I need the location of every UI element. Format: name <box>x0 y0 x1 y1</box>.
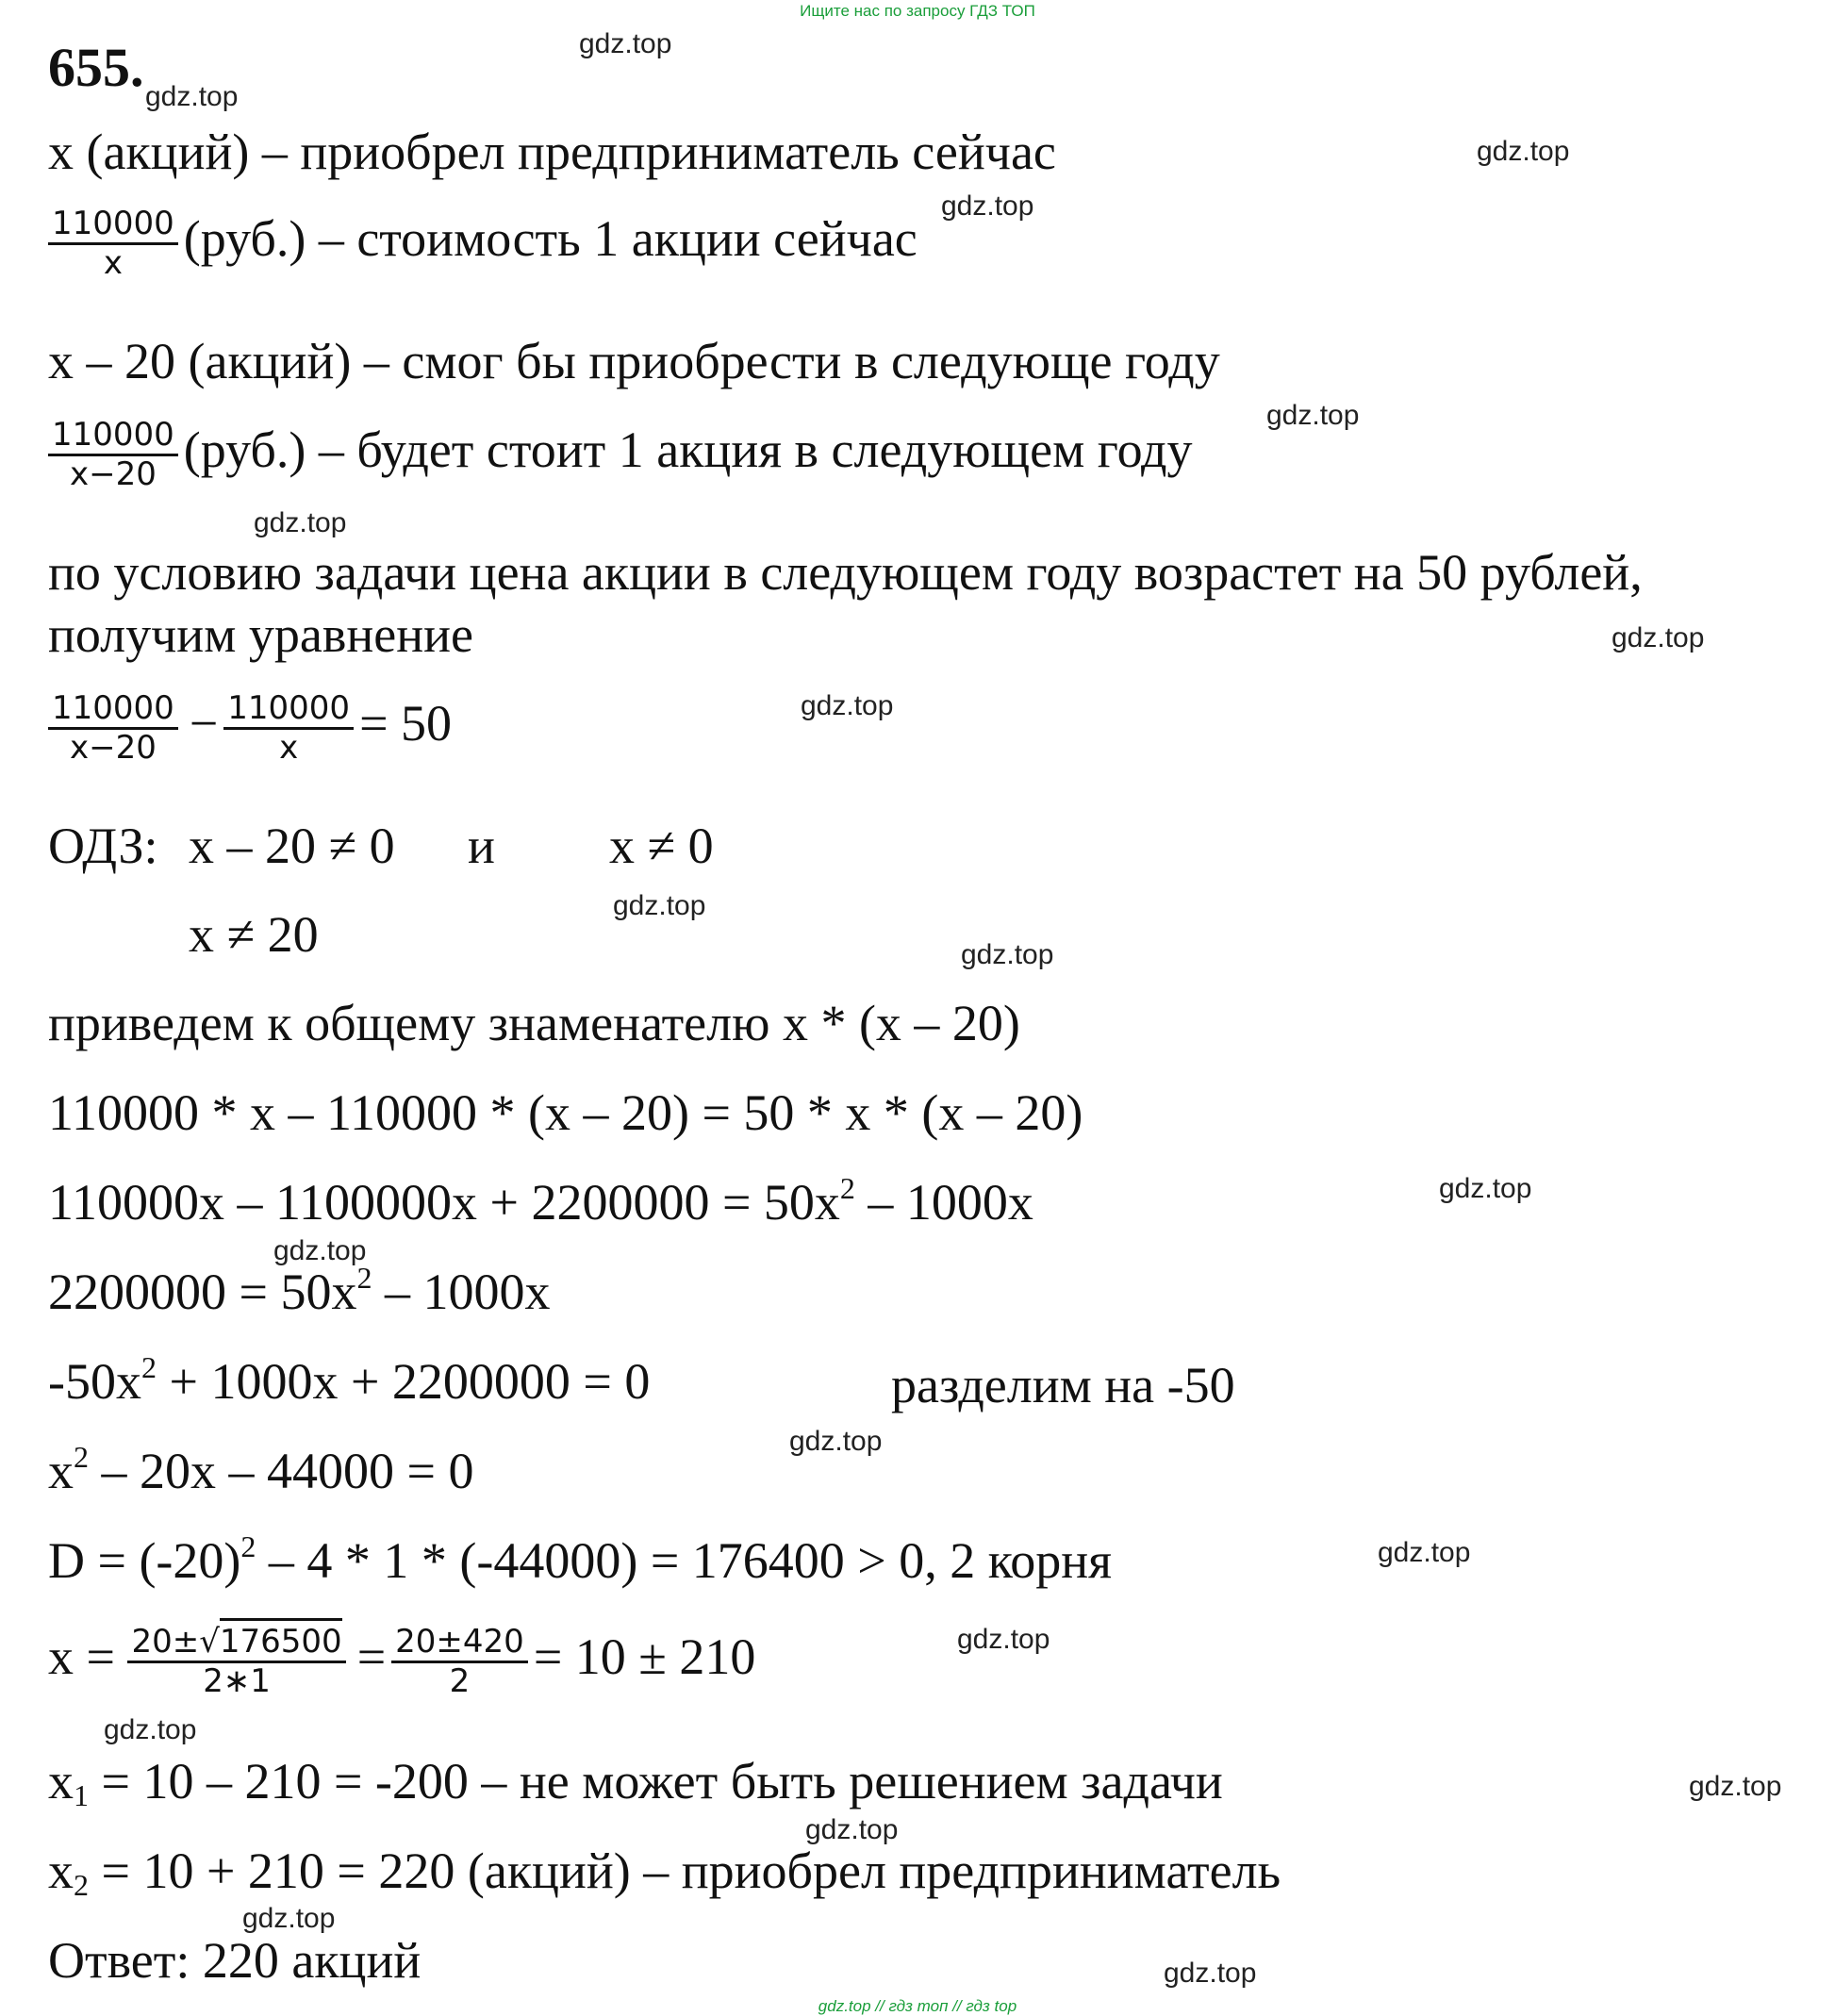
line-8: 110000 * x – 110000 * (x – 20) = 50 * x * (x – 20) <box>48 1084 1083 1141</box>
watermark: gdz.top <box>1378 1537 1471 1568</box>
watermark: gdz.top <box>789 1426 883 1457</box>
watermark: gdz.top <box>1689 1771 1782 1802</box>
line-7: приведем к общему знаменателю x * (x – 20) <box>48 995 1020 1051</box>
watermark: gdz.top <box>145 81 239 112</box>
root-2: $x_2 = 10 + 210 = 220$ (акций) – приобрел предприниматель <box>48 1842 1281 1902</box>
root-1: $x_1 = 10 - 210 = -200$ – не может быть решением задачи <box>48 1753 1223 1812</box>
equation: $\frac{110000}{x-20}$ − $\frac{110000}{x}$ = 50 <box>48 690 452 767</box>
watermark: gdz.top <box>254 507 347 538</box>
watermark: gdz.top <box>273 1235 367 1266</box>
line-9: $110000x - 1100000x + 2200000 = 50x^2 - 1000x$ <box>48 1171 1033 1231</box>
watermark: gdz.top <box>1477 136 1570 167</box>
watermark: gdz.top <box>1266 400 1360 431</box>
line-10: $2200000 = 50x^2 - 1000x$ <box>48 1261 551 1320</box>
fraction-price-next: $\frac{110000}{x-20}$ <box>48 417 178 493</box>
watermark: gdz.top <box>104 1714 197 1745</box>
watermark: gdz.top <box>1612 622 1705 653</box>
discriminant: $D = (-20)^2 - 4 * 1 * (-44000) = 176400 > 0$, 2 корня <box>48 1529 1112 1589</box>
odz-condition-1: x – 20 ≠ 0 <box>189 818 395 874</box>
odz-condition-2: x ≠ 0 <box>609 818 714 874</box>
line-11: $-50x^2 + 1000x + 2200000 = 0$ <box>48 1350 651 1410</box>
watermark: gdz.top <box>579 28 672 59</box>
watermark: gdz.top <box>613 890 706 921</box>
line-3: x – 20 (акций) – смог бы приобрести в следующе году <box>48 333 1220 389</box>
search-hint[interactable]: Ищите нас по запросу ГДЗ ТОП <box>800 2 1035 20</box>
line-6: получим уравнение <box>48 606 473 663</box>
line-12: $x^2 - 20x - 44000 = 0$ <box>48 1440 474 1499</box>
watermark: gdz.top <box>957 1624 1050 1655</box>
watermark: gdz.top <box>242 1903 336 1934</box>
line-1: x (акций) – приобрел предприниматель сейчас <box>48 124 1056 180</box>
line-2: $\frac{110000}{x}$ (руб.) – стоимость 1 акции сейчас <box>48 206 918 282</box>
odz-label: ОДЗ: <box>48 818 158 874</box>
watermark: gdz.top <box>1439 1173 1532 1204</box>
watermark: gdz.top <box>801 690 894 721</box>
fraction-price-now: $\frac{110000}{x}$ <box>48 206 178 282</box>
odz-condition-3: x ≠ 20 <box>189 906 319 963</box>
answer: Ответ: 220 акций <box>48 1932 422 1989</box>
watermark: gdz.top <box>1164 1958 1257 1989</box>
odz-and: и <box>468 818 495 874</box>
line-4: $\frac{110000}{x-20}$ (руб.) – будет стоит 1 акция в следующем году <box>48 417 1193 493</box>
footer-links[interactable]: gdz.top // гдз топ // гдз top <box>818 1997 1017 2015</box>
watermark: gdz.top <box>961 939 1054 970</box>
watermark: gdz.top <box>805 1814 899 1845</box>
line-5: по условию задачи цена акции в следующем году возрастет на 50 рублей, <box>48 544 1643 601</box>
task-number: 655. <box>48 37 144 98</box>
roots-formula: x = $\frac{20\pm√176500}{2∗1}$ = $\frac{20\pm 420}{2}$ = 10 ± 210 <box>48 1624 755 1700</box>
divide-note: разделим на -50 <box>891 1357 1235 1413</box>
watermark: gdz.top <box>941 190 1034 222</box>
